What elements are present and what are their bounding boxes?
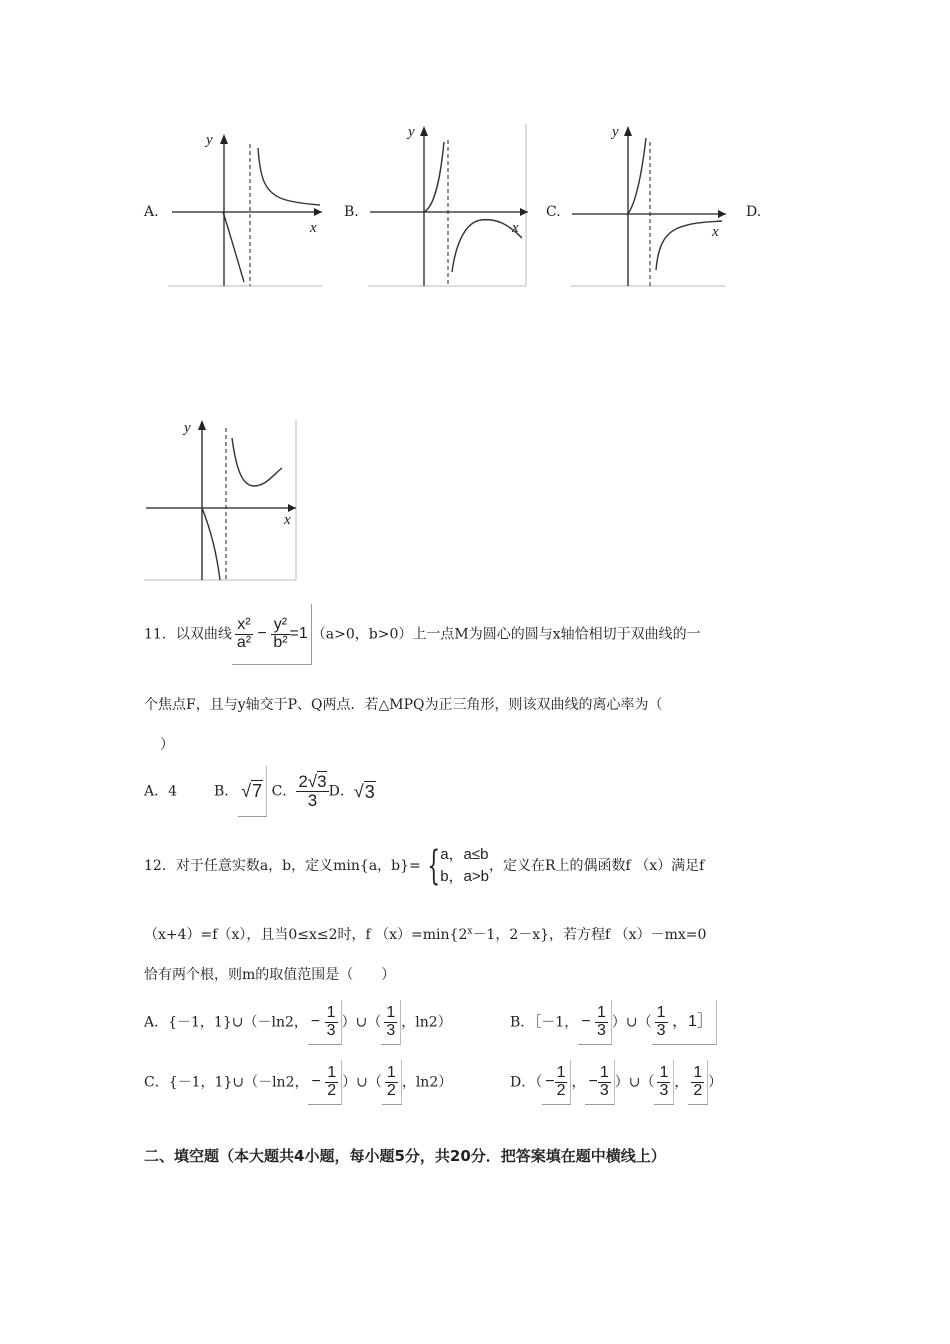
q11-option-c: C． <box>271 783 297 800</box>
x-axis-label: x <box>712 224 719 240</box>
q11-line3: ） <box>160 737 174 753</box>
y-axis-label: y <box>408 124 415 140</box>
left-brace: { <box>427 843 440 889</box>
q12-line3: 恰有两个根，则m的取值范围是（ ） <box>144 967 396 983</box>
fraction-neg-1-3: − $\frac{1}{3}$ <box>585 1060 614 1105</box>
fraction-1-2: $\frac{1}{2}$ <box>382 1060 402 1105</box>
fraction-1-3: $\frac{1}{3}$ ，1］ <box>652 1000 717 1045</box>
q12-line1 <box>144 826 704 906</box>
q11-line2: 个焦点F，且与y轴交于P、Q两点．若△MPQ为正三角形，则该双曲线的离心率为（ <box>144 697 663 713</box>
q11-number: 11． <box>144 626 176 643</box>
graph-option-d <box>142 418 302 584</box>
curve-left <box>202 508 220 580</box>
q12-option-d: D．（ − $\frac{1}{2}$ ， − $\frac{1}{3}$ ）∪（ $\frac{1}{3}$ ， $\frac{1}{2}$ ） <box>510 1060 722 1105</box>
fraction-neg-1-2: − $\frac{1}{2}$ <box>542 1060 571 1105</box>
q11-text-before: 以双曲线 <box>175 626 232 643</box>
fraction-x2-a2: $\frac{\text{x²}}{\text{a²}}$ <box>236 615 252 651</box>
q11-text-after: （a>0，b>0）上一点M为圆心的圆与x轴恰相切于双曲线的一 <box>311 626 701 643</box>
q11-option-a: A．4 <box>144 783 178 800</box>
option-a-label: A. <box>144 204 159 220</box>
curve-right <box>232 438 282 486</box>
y-axis-label: y <box>206 132 213 148</box>
y-axis-label: y <box>612 124 619 140</box>
q11-option-d: D． <box>328 783 354 800</box>
fraction-1-3: $\frac{1}{3}$ <box>654 1060 674 1105</box>
x-axis-label: x <box>284 512 291 528</box>
q12-text-after: ，定义在R上的偶函数f （x）满足f <box>489 858 705 874</box>
graph-option-b <box>366 122 532 288</box>
curve-right <box>258 148 320 205</box>
q12-line2: （x+4）=f（x），且当0≤x≤2时，f $(x)=\min\{2^x-1$，2－x}，若方程f （x）－mx=0 <box>144 926 707 943</box>
x-axis-label: x <box>310 220 317 236</box>
option-d-label: D. <box>746 204 762 220</box>
fraction-neg-1-3: − $\frac{1}{3}$ <box>578 1000 612 1045</box>
sqrt-7: √7 <box>238 766 267 817</box>
fraction-1-3: $\frac{1}{3}$ <box>381 1000 401 1045</box>
q12-number: 12． <box>144 858 176 874</box>
y-axis-label: y <box>184 420 191 436</box>
fraction-1-2: $\frac{1}{2}$ <box>688 1060 708 1105</box>
curve-left <box>628 138 646 214</box>
q11-option-b: B． <box>213 783 239 800</box>
x-axis-label: x <box>512 220 519 236</box>
fraction-2sqrt3-3: $\frac{2√3}{3}$ <box>298 772 327 810</box>
q12-option-b: B．［－1， − $\frac{1}{3}$ ）∪（ $\frac{1}{3}$ ，1］ <box>510 1000 717 1045</box>
q12-option-c: C．{－1，1}∪（－ln2， − $\frac{1}{2}$ ）∪（ $\frac{1}{2}$ ，ln2） <box>144 1060 452 1105</box>
sqrt-3: √3 <box>353 781 375 802</box>
fraction-neg-1-3: − $\frac{1}{3}$ <box>308 1000 342 1045</box>
curve-left <box>223 212 244 282</box>
hyperbola-equation: $\frac{\text{x²}}{\text{a²}}$ − $\frac{\text{y²}}{\text{b²}}$ =1 <box>232 604 312 665</box>
graph-option-a <box>166 122 326 288</box>
graph-option-c <box>568 122 730 288</box>
q11-options <box>144 766 376 817</box>
piecewise-cases: a，a≤b b，a>b <box>440 845 490 885</box>
fraction-neg-1-2: − $\frac{1}{2}$ <box>308 1060 342 1105</box>
option-c-label: C. <box>546 204 561 220</box>
q11-line1 <box>144 604 701 665</box>
option-b-label: B. <box>344 204 359 220</box>
q12-option-a: A．{－1，1}∪（－ln2， − $\frac{1}{3}$ ）∪（ $\frac{1}{3}$ ，ln2） <box>144 1000 452 1045</box>
section-heading: 二、填空题（本大题共4小题，每小题5分，共20分．把答案填在题中横线上） <box>144 1147 666 1165</box>
fraction-y2-b2: $\frac{\text{y²}}{\text{b²}}$ <box>273 615 288 651</box>
curve-left <box>424 142 444 212</box>
q12-text-before: 对于任意实数a，b，定义min{a，b}= <box>175 858 421 874</box>
